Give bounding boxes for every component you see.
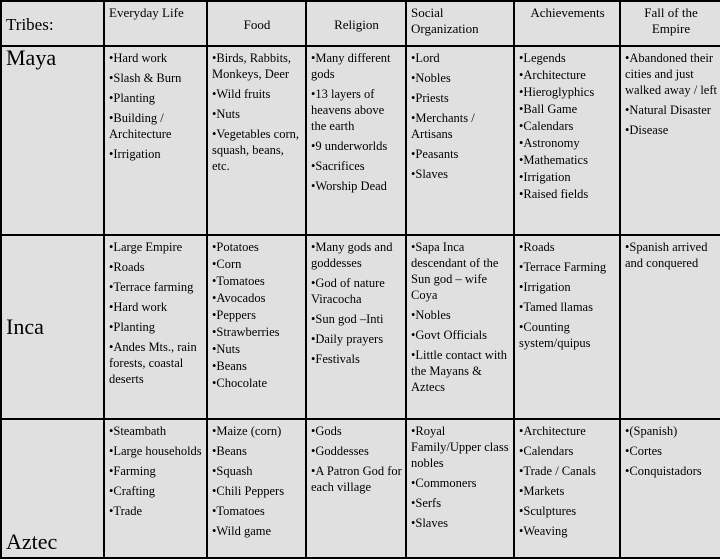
list-item: •Farming [109,464,156,478]
inca-achievements-list [519,239,616,351]
list-item: •Many gods and goddesses [311,240,393,270]
list-item: •Weaving [519,524,568,538]
list-item: •Planting [109,91,156,105]
header-food [208,2,305,45]
list-item: •Govt Officials [411,328,488,342]
header-tribes [2,2,103,45]
maya-social-cell [407,47,513,234]
list-item: •Natural Disaster [625,103,711,117]
list-item: •Large households [109,444,202,458]
list-item: •Roads [109,260,145,274]
list-item: •Terrace farming [109,280,194,294]
list-item: •Large Empire [109,240,183,254]
tribe-name-aztec: Aztec [6,529,58,554]
maya-social-list [411,50,510,182]
inca-food-list [212,239,302,391]
inca-fall-list [625,239,717,271]
maya-food-list [212,50,302,174]
list-item: •Calendars [519,444,574,458]
list-item: •God of nature Viracocha [311,276,385,306]
list-item: •Disease [625,123,669,137]
maya-achievements-cell [515,47,619,234]
list-item: •Abandoned their cities and just walked away / left [625,51,717,97]
table-row-maya [2,47,720,234]
list-item: •Serfs [411,496,442,510]
list-item: •Markets [519,484,565,498]
list-item: •Cortes [625,444,663,458]
aztec-social-list [411,423,510,531]
list-item: •Peasants [411,147,459,161]
header-achievements [515,2,619,45]
list-item: •Maize (corn) [212,424,282,438]
list-item: •Tomatoes [212,504,265,518]
list-item: •Ball Game [519,102,578,116]
header-fall-line2: Empire [651,21,691,36]
inca-social-list [411,239,510,395]
list-item: •Astronomy [519,136,580,150]
tribe-cell-inca [2,236,103,418]
list-item: •Sacrifices [311,159,365,173]
maya-fall-cell [621,47,720,234]
list-item: •Sapa Inca descendant of the Sun god – wife Coya [411,240,499,302]
maya-achievements-list [519,50,616,202]
list-item: •Irrigation [109,147,161,161]
list-item: •Steambath [109,424,167,438]
aztec-fall-cell [621,420,720,557]
list-item: •Royal Family/Upper class nobles [411,424,509,470]
list-item: •Strawberries [212,325,280,339]
list-item: •Potatoes [212,240,259,254]
aztec-food-cell [208,420,305,557]
table-row-inca [2,236,720,418]
list-item: •Crafting [109,484,156,498]
header-religion-label: Religion [334,17,379,32]
list-item: •A Patron God for each village [311,464,402,494]
aztec-fall-list [625,423,717,479]
list-item: •Tomatoes [212,274,265,288]
list-item: •Conquistadors [625,464,702,478]
list-item: •Beans [212,444,247,458]
header-achievements-label: Achievements [530,5,605,20]
maya-food-cell [208,47,305,234]
tribe-name-inca: Inca [6,314,44,339]
aztec-religion-list [311,423,402,495]
list-item: •Avocados [212,291,266,305]
list-item: •Goddesses [311,444,369,458]
list-item: •13 layers of heavens above the earth [311,87,385,133]
header-social-organization [407,2,513,45]
list-item: •Building / Architecture [109,111,172,141]
list-item: •Wild fruits [212,87,271,101]
maya-fall-list [625,50,717,138]
list-item: •Nuts [212,342,240,356]
inca-religion-cell [307,236,405,418]
aztec-achievements-list [519,423,616,539]
aztec-food-list [212,423,302,539]
header-fall-line1: Fall of the [644,5,698,20]
list-item: •Irrigation [519,170,571,184]
list-item: •Merchants / Artisans [411,111,475,141]
list-item: •Hard work [109,300,168,314]
list-item: •Terrace Farming [519,260,607,274]
list-item: •Wild game [212,524,272,538]
list-item: •Festivals [311,352,360,366]
list-item: •(Spanish) [625,424,678,438]
inca-food-cell [208,236,305,418]
maya-everyday-life-cell [105,47,206,234]
list-item: •Counting system/quipus [519,320,591,350]
list-item: •Trade / Canals [519,464,596,478]
inca-religion-list [311,239,402,367]
list-item: •Beans [212,359,247,373]
list-item: •Little contact with the Mayans & Aztecs [411,348,508,394]
list-item: •Architecture [519,68,586,82]
list-item: •Many different gods [311,51,391,81]
list-item: •Priests [411,91,449,105]
list-item: •Legends [519,51,566,65]
list-item: •Nobles [411,308,451,322]
list-item: •Chocolate [212,376,268,390]
list-item: •Nobles [411,71,451,85]
header-everyday-life-label: Everyday Life [109,5,184,20]
list-item: •Roads [519,240,555,254]
list-item: •Mathematics [519,153,588,167]
table-row-aztec [2,420,720,557]
maya-everyday-life-list [109,50,203,162]
list-item: •Hieroglyphics [519,85,595,99]
list-item: •Commoners [411,476,477,490]
header-row [2,2,720,45]
list-item: •Birds, Rabbits, Monkeys, Deer [212,51,292,81]
header-tribes-label: Tribes: [6,14,54,34]
list-item: •Slaves [411,167,449,181]
list-item: •Lord [411,51,440,65]
inca-achievements-cell [515,236,619,418]
list-item: •Slash & Burn [109,71,182,85]
tribe-name-maya: Maya [6,47,57,70]
list-item: •Architecture [519,424,586,438]
list-item: •Vegetables corn, squash, beans, etc. [212,127,299,173]
header-religion [307,2,405,45]
aztec-achievements-cell [515,420,619,557]
tribe-cell-maya [2,47,103,234]
aztec-religion-cell [307,420,405,557]
list-item: •Calendars [519,119,574,133]
list-item: •Daily prayers [311,332,384,346]
inca-everyday-life-cell [105,236,206,418]
list-item: •Spanish arrived and conquered [625,240,708,270]
header-food-label: Food [243,17,271,32]
maya-religion-cell [307,47,405,234]
list-item: •Raised fields [519,187,589,201]
list-item: •Gods [311,424,342,438]
list-item: •Planting [109,320,156,334]
list-item: •Andes Mts., rain forests, coastal deserts [109,340,197,386]
list-item: •Hard work [109,51,168,65]
aztec-everyday-life-list [109,423,203,519]
maya-religion-list [311,50,402,194]
tribe-cell-aztec [2,420,103,557]
list-item: •Trade [109,504,143,518]
inca-fall-cell [621,236,720,418]
list-item: •Irrigation [519,280,571,294]
aztec-everyday-life-cell [105,420,206,557]
inca-social-cell [407,236,513,418]
header-fall-of-empire [621,2,720,45]
list-item: •Squash [212,464,253,478]
list-item: •Nuts [212,107,240,121]
list-item: •Chili Peppers [212,484,285,498]
list-item: •Tamed llamas [519,300,593,314]
header-social-organization-label: Social Organization [411,5,479,36]
aztec-social-cell [407,420,513,557]
list-item: •Sun god –Inti [311,312,384,326]
list-item: •Corn [212,257,242,271]
inca-everyday-life-list [109,239,203,387]
list-item: •Worship Dead [311,179,387,193]
list-item: •Slaves [411,516,449,530]
list-item: •Sculptures [519,504,577,518]
header-everyday-life [105,2,206,45]
list-item: •9 underworlds [311,139,388,153]
list-item: •Peppers [212,308,256,322]
